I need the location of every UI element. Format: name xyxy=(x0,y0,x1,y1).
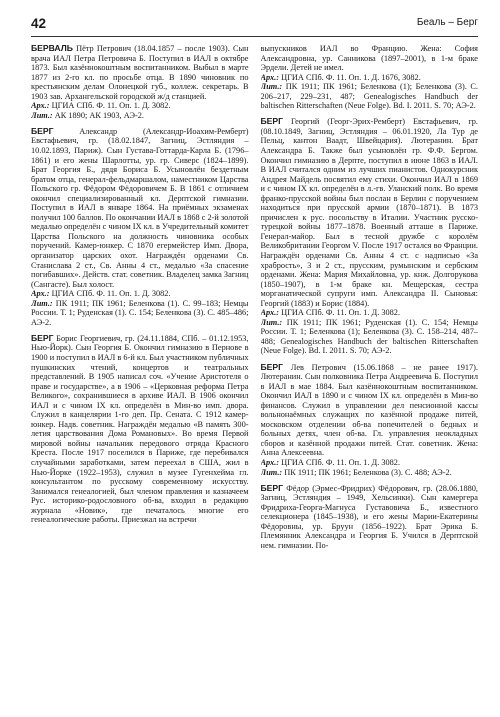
entry-arch-label: Арх.: xyxy=(31,289,50,299)
entry-surname: БЕРГ xyxy=(31,332,54,343)
entry-lit-label: Лит.: xyxy=(260,467,283,477)
dictionary-entry xyxy=(31,334,249,525)
entry-arch-value: ЦГИА СПб. Ф. 11. Оп. 1. Д. 1676, 3082. xyxy=(281,72,421,82)
entry-body: Александр (Александр-Иоахим-Ремберт) Евстафьевич, гр. (18.02.1847, Загниц, Эстляндия – 10.02.1893, Париж). Сын Густава-Готтарда-Карла Б. (1796–1861) и его жены Шарлотты, ур. гр. Сиверс (1824–1899). Брат Георгия Б., дядя Бориса Б. Усыновлён бездетным братом отца, генерал-фельдмаршалом, наместником Царства Польского гр. Фёдором Фёдоровичем Б. В 1861 с отличием окончил специализированный кл. Дерптской гимназии. Поступил в ИАЛ в январе 1864. На приёмных экзаменах получил 100 баллов. По окончании ИАЛ в 1868 с 2-й золотой медалью определён с чином IX кл. в Учредительный комитет Царства Польского на должность чиновника особых поручений. Камер-юнкер. С 1870 егермейстер Имп. Двора, организатор царских охот. Награждён орденами Св. Станислава 2 ст., Св. Анны 4 ст., медалью «За спасение погибавших». Действ. стат. советник. Владелец замка Загниц (Сангасте). Был холост. xyxy=(31,126,249,289)
entry-arch-label: Арх.: xyxy=(260,308,280,318)
entry-lit-value: ПК 1911; ПК 1961; Руденская (1). С. 154; Немцы России. Т. 1; Беленкова (1); Беленкова (3). С. 158–214, 487–488; Genealogisches Handbuch der baltischen Ritterschaften (Neue Folge). Bd. I. 2011. S. 70; АЭ-2. xyxy=(260,317,478,356)
entry-lit-label: Лит.: xyxy=(31,298,53,308)
entry-arch-label: Арх.: xyxy=(260,72,280,82)
entry-lit-label: Лит.: xyxy=(260,82,283,92)
dictionary-entry xyxy=(261,44,479,111)
entry-body: Борис Георгиевич, гр. (24.11.1884, СПб. – 01.12.1953, Нью-Йорк). Сын Георгия Б. Окончил гимназию в Пернове в 1900 и поступил в ИАЛ в 6-й кл. Был участником публичных пушкинских чтений, концертов и театральных представлений. В 1905 написал соч. «Учение Аристотеля о праве и государстве», а в 1906 – «Церковная реформа Петра Великого», сохранившиеся в архиве ИАЛ. В 1906 окончил ИАЛ и с чином IX кл. определён в Мин-во имп. двора. Служил в канцелярии 1-го деп. Пр. Сената. С 1912 камер-юнкер. Надв. советник. Награждён медалью «В память 300-летия царствования Дома Романовых». Во время Первой мировой войны начальник передового отряда Красного Креста. После 1917 поселился в Париже, где перебивался случайными заработками, затем переехал в США, жил в Нью-Йорке (1922–1953), служил в музее Гугенхейма гл. консультантом по русскому современному искусству. Занимался генеалогией, был членом правления и казначеем Рус. историко-родословного об-ва, входил в редакцию журнала «Новик», где печаталось многие его генеалогические работы. Приезжал на встречи xyxy=(31,333,249,525)
entry-arch xyxy=(261,73,479,83)
entry-arch xyxy=(261,308,479,318)
text-columns xyxy=(31,44,478,713)
entry-body: Пётр Петрович (18.04.1857 – после 1903). Сын врача ИАЛ Петра Петровича Б. Поступил в ИАЛ в октябре 1873. Был казённокоштным воспитанником. Выбыл в марте 1877 из 2-го кл. по просьбе отца. В 1890 чиновник по крестьянским делам Олонецкой губ., коллеж. секретарь. В 1903 зав. Архангельской городской ж/д станцией. xyxy=(31,44,249,101)
entry-arch-value: ЦГИА СПб. Ф. 11. Оп. 1. Д. 3082. xyxy=(51,289,171,299)
entry-text xyxy=(261,117,479,308)
entry-surname: БЕРГ xyxy=(260,361,284,372)
running-head: Беаль – Берг xyxy=(416,17,478,28)
dictionary-entry xyxy=(261,363,479,478)
header-rule xyxy=(31,36,478,37)
entry-surname: БЕРГ xyxy=(260,482,284,493)
entry-surname: БЕРГ xyxy=(31,125,54,136)
entry-body: Георгий (Георг-Эрих-Ремберт) Евстафьевич, гр. (08.10.1849, Загниц, Эстляндия – 06.01.1920, Ла Тур де Пельц, кантон Ваадт, Швейцария). Лютеранин. Брат Александра Б. Также был усыновлён гр. Ф.Ф. Бергом. Окончил гимназию в Дерпте, поступил в июне 1863 в ИАЛ. В ИАЛ считался одним из лучших пианистов. Однокурсник Андрея Майдель посвятил ему стихи. Окончил ИАЛ в 1869 и с чином IX кл. определён в л.-гв. Уланский полк. Во время франко-прусской войны был послан в Берлин с поручением находиться при прусской армии (1870–1871). В 1873 причислен к рус. посольству в Италии. Участник русско-турецкой войны 1877–1878. Военный атташе в Париже. Генерал-майор. Был в тесной дружбе с королём Великобритании Георгом V. После 1917 остался во Франции. Награждён орденами Св. Анны 4 ст. с надписью «За храбрость», 3 и 2 ст., прусским, румынским и сербским орденами. Жена: Мария Михайловна, ур. кнж. Долгорукова (1850–1907), в 1-м браке кн. Мещерская, сестра морганатической супруги имп. Александра II. Сыновья: Георгий (1883) и Борис (1884). xyxy=(260,117,478,308)
page-number: 42 xyxy=(31,16,47,31)
entry-lit-value: АК 1890; АК 1903, АЭ-2. xyxy=(54,110,144,120)
entry-lit xyxy=(261,468,479,478)
entry-lit-value: ПК 1911; ПК 1961; Беленкова (3). С. 488; АЭ-2. xyxy=(284,467,452,477)
entry-surname: БЕРВАЛЬ xyxy=(31,44,73,53)
entry-body: выпускников ИАЛ во Францию. Жена: София Александровна, ур. Санникова (1897–2001), в 1-м браке Эрдели. Детей не имел. xyxy=(260,44,478,73)
entry-arch xyxy=(261,458,479,468)
entry-arch xyxy=(31,101,249,111)
entry-body: Фёдор (Эрмес-Фридрих) Фёдорович, гр. (28.06.1880, Загниц, Эстляндия – 1949, Хельсинки). Сын камергера Фридриха-Георга-Магнуса Густавовича Б., известного селекционера (1845–1938), и его жены Марии-Екатерины Фёдоровны, ур. Бруун (1856–1922). Брат Эрика Б. Племянник Александра и Георгия Б. Учился в Дерптской нем. гимназии. По- xyxy=(260,483,478,550)
left-column xyxy=(31,44,249,713)
entry-lit xyxy=(261,82,479,111)
dictionary-entry xyxy=(261,484,479,551)
entry-lit-value: ПК 1911; ПК 1961; Беленкова (1). С. 99–183; Немцы России. Т. 1; Руденская (1). С. 154; Беленкова (3). С. 485–486; АЭ-2. xyxy=(31,298,249,327)
entry-arch-value: ЦГИА СПб. Ф. 11. Оп. 1. Д. 3082. xyxy=(281,308,401,318)
entry-surname: БЕРГ xyxy=(260,116,284,127)
dictionary-entry xyxy=(31,44,249,120)
entry-body: Лев Петрович (15.06.1868 – не ранее 1917). Лютеранин. Сын полковника Петра Андреевича Б. Поступил в ИАЛ в мае 1884. Был казённокоштным воспитанником. Окончил ИАЛ в 1890 и с чином IX кл. определён в Мин-во финансов. Служил в управлении дел пенсионной кассы вольнонаёмных служащих по казённой продаже питей, московском отделении об-ва попечителей о бедных и больных детях, член об-ва. Гл. управления неокладных сборов и казённой продажи питей. Стат. советник. Жена: Анна Алексеевна. xyxy=(260,362,478,458)
entry-text xyxy=(261,484,479,551)
entry-text xyxy=(31,127,249,289)
entry-lit-label: Лит.: xyxy=(31,110,53,120)
entry-arch-value: ЦГИА СПб. Ф. 11. Оп. 1. Д. 3082. xyxy=(51,101,171,111)
entry-arch-label: Арх.: xyxy=(260,457,280,467)
entry-arch xyxy=(31,289,249,299)
entry-text xyxy=(261,44,479,73)
right-column xyxy=(261,44,479,713)
entry-lit-label: Лит.: xyxy=(260,317,283,327)
entry-arch-label: Арх.: xyxy=(31,101,50,111)
dictionary-entry xyxy=(31,127,249,327)
entry-lit xyxy=(261,318,479,356)
page-header xyxy=(31,10,478,34)
dictionary-entry xyxy=(261,117,479,356)
entry-lit-value: ПК 1911; ПК 1961; Беленкова (1); Беленкова (3). С. 206–217, 229–231, 487; Genealogisches Handbuch der baltischen Ritterschaften (Neue Folge). Bd. I. 2011. S. 70; АЭ-2. xyxy=(260,82,478,111)
entry-text xyxy=(31,44,249,101)
entry-lit xyxy=(31,111,249,121)
entry-text xyxy=(261,363,479,458)
entry-text xyxy=(31,334,249,525)
entry-arch-value: ЦГИА СПб. Ф. 11. Оп. 1. Д. 3082. xyxy=(281,457,401,467)
entry-lit xyxy=(31,299,249,328)
